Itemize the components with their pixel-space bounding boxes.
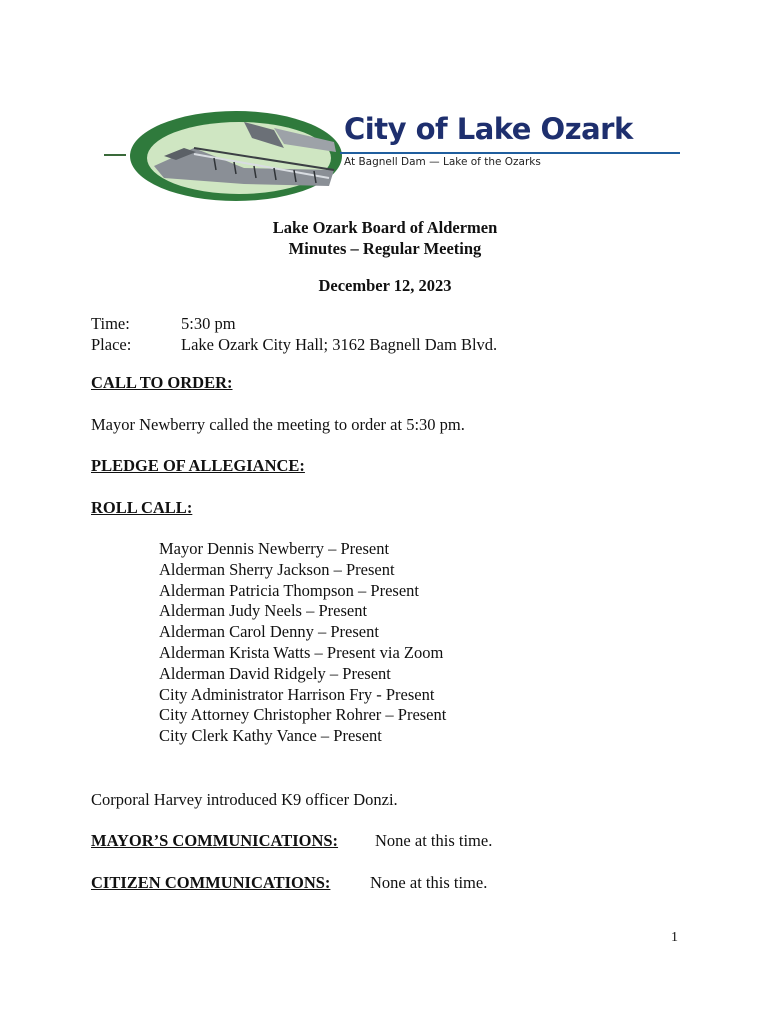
place-value: Lake Ozark City Hall; 3162 Bagnell Dam Blvd. [181,335,498,354]
citizen-communications-text: None at this time. [370,873,488,892]
call-to-order-heading: CALL TO ORDER: [91,373,233,392]
meeting-date: December 12, 2023 [318,276,452,295]
place-label: Place: [91,335,132,354]
time-value: 5:30 pm [181,314,236,333]
document-subtitle: Minutes – Regular Meeting [288,239,482,258]
roll-call-heading: ROLL CALL: [91,498,193,517]
logo-title: City of Lake Ozark [344,112,633,146]
mayor-communications-text: None at this time. [375,831,493,850]
roll-call-item: Alderman Judy Neels – Present [159,601,368,621]
roll-call-item: Alderman Carol Denny – Present [159,622,379,642]
roll-call-item: City Administrator Harrison Fry - Present [159,684,435,704]
roll-call-item: Alderman Krista Watts – Present via Zoom [159,642,444,662]
logo-rule [340,152,680,154]
mayor-communications-heading: MAYOR’S COMMUNICATIONS: [91,831,339,850]
document-title: Lake Ozark Board of Aldermen [272,218,498,237]
page-number: 1 [671,930,678,945]
city-logo [104,108,684,204]
roll-call-item: Alderman Sherry Jackson – Present [159,559,395,579]
bagnell-dam-emblem [124,108,349,204]
roll-call-item: Mayor Dennis Newberry – Present [159,539,390,558]
logo-tagline: At Bagnell Dam — Lake of the Ozarks [344,156,541,168]
pledge-heading: PLEDGE OF ALLEGIANCE: [91,456,305,475]
roll-call-item: City Clerk Kathy Vance – Present [159,726,382,746]
citizen-communications-heading: CITIZEN COMMUNICATIONS: [91,873,331,892]
k9-introduction: Corporal Harvey introduced K9 officer Donzi. [91,790,398,809]
logo-rule-left [104,154,126,156]
time-label: Time: [91,314,130,333]
call-to-order-text: Mayor Newberry called the meeting to order at 5:30 pm. [91,415,465,434]
roll-call-list [159,539,446,747]
roll-call-item: Alderman David Ridgely – Present [159,663,391,683]
roll-call-item: City Attorney Christopher Rohrer – Present [159,705,447,725]
roll-call-item: Alderman Patricia Thompson – Present [159,580,419,600]
